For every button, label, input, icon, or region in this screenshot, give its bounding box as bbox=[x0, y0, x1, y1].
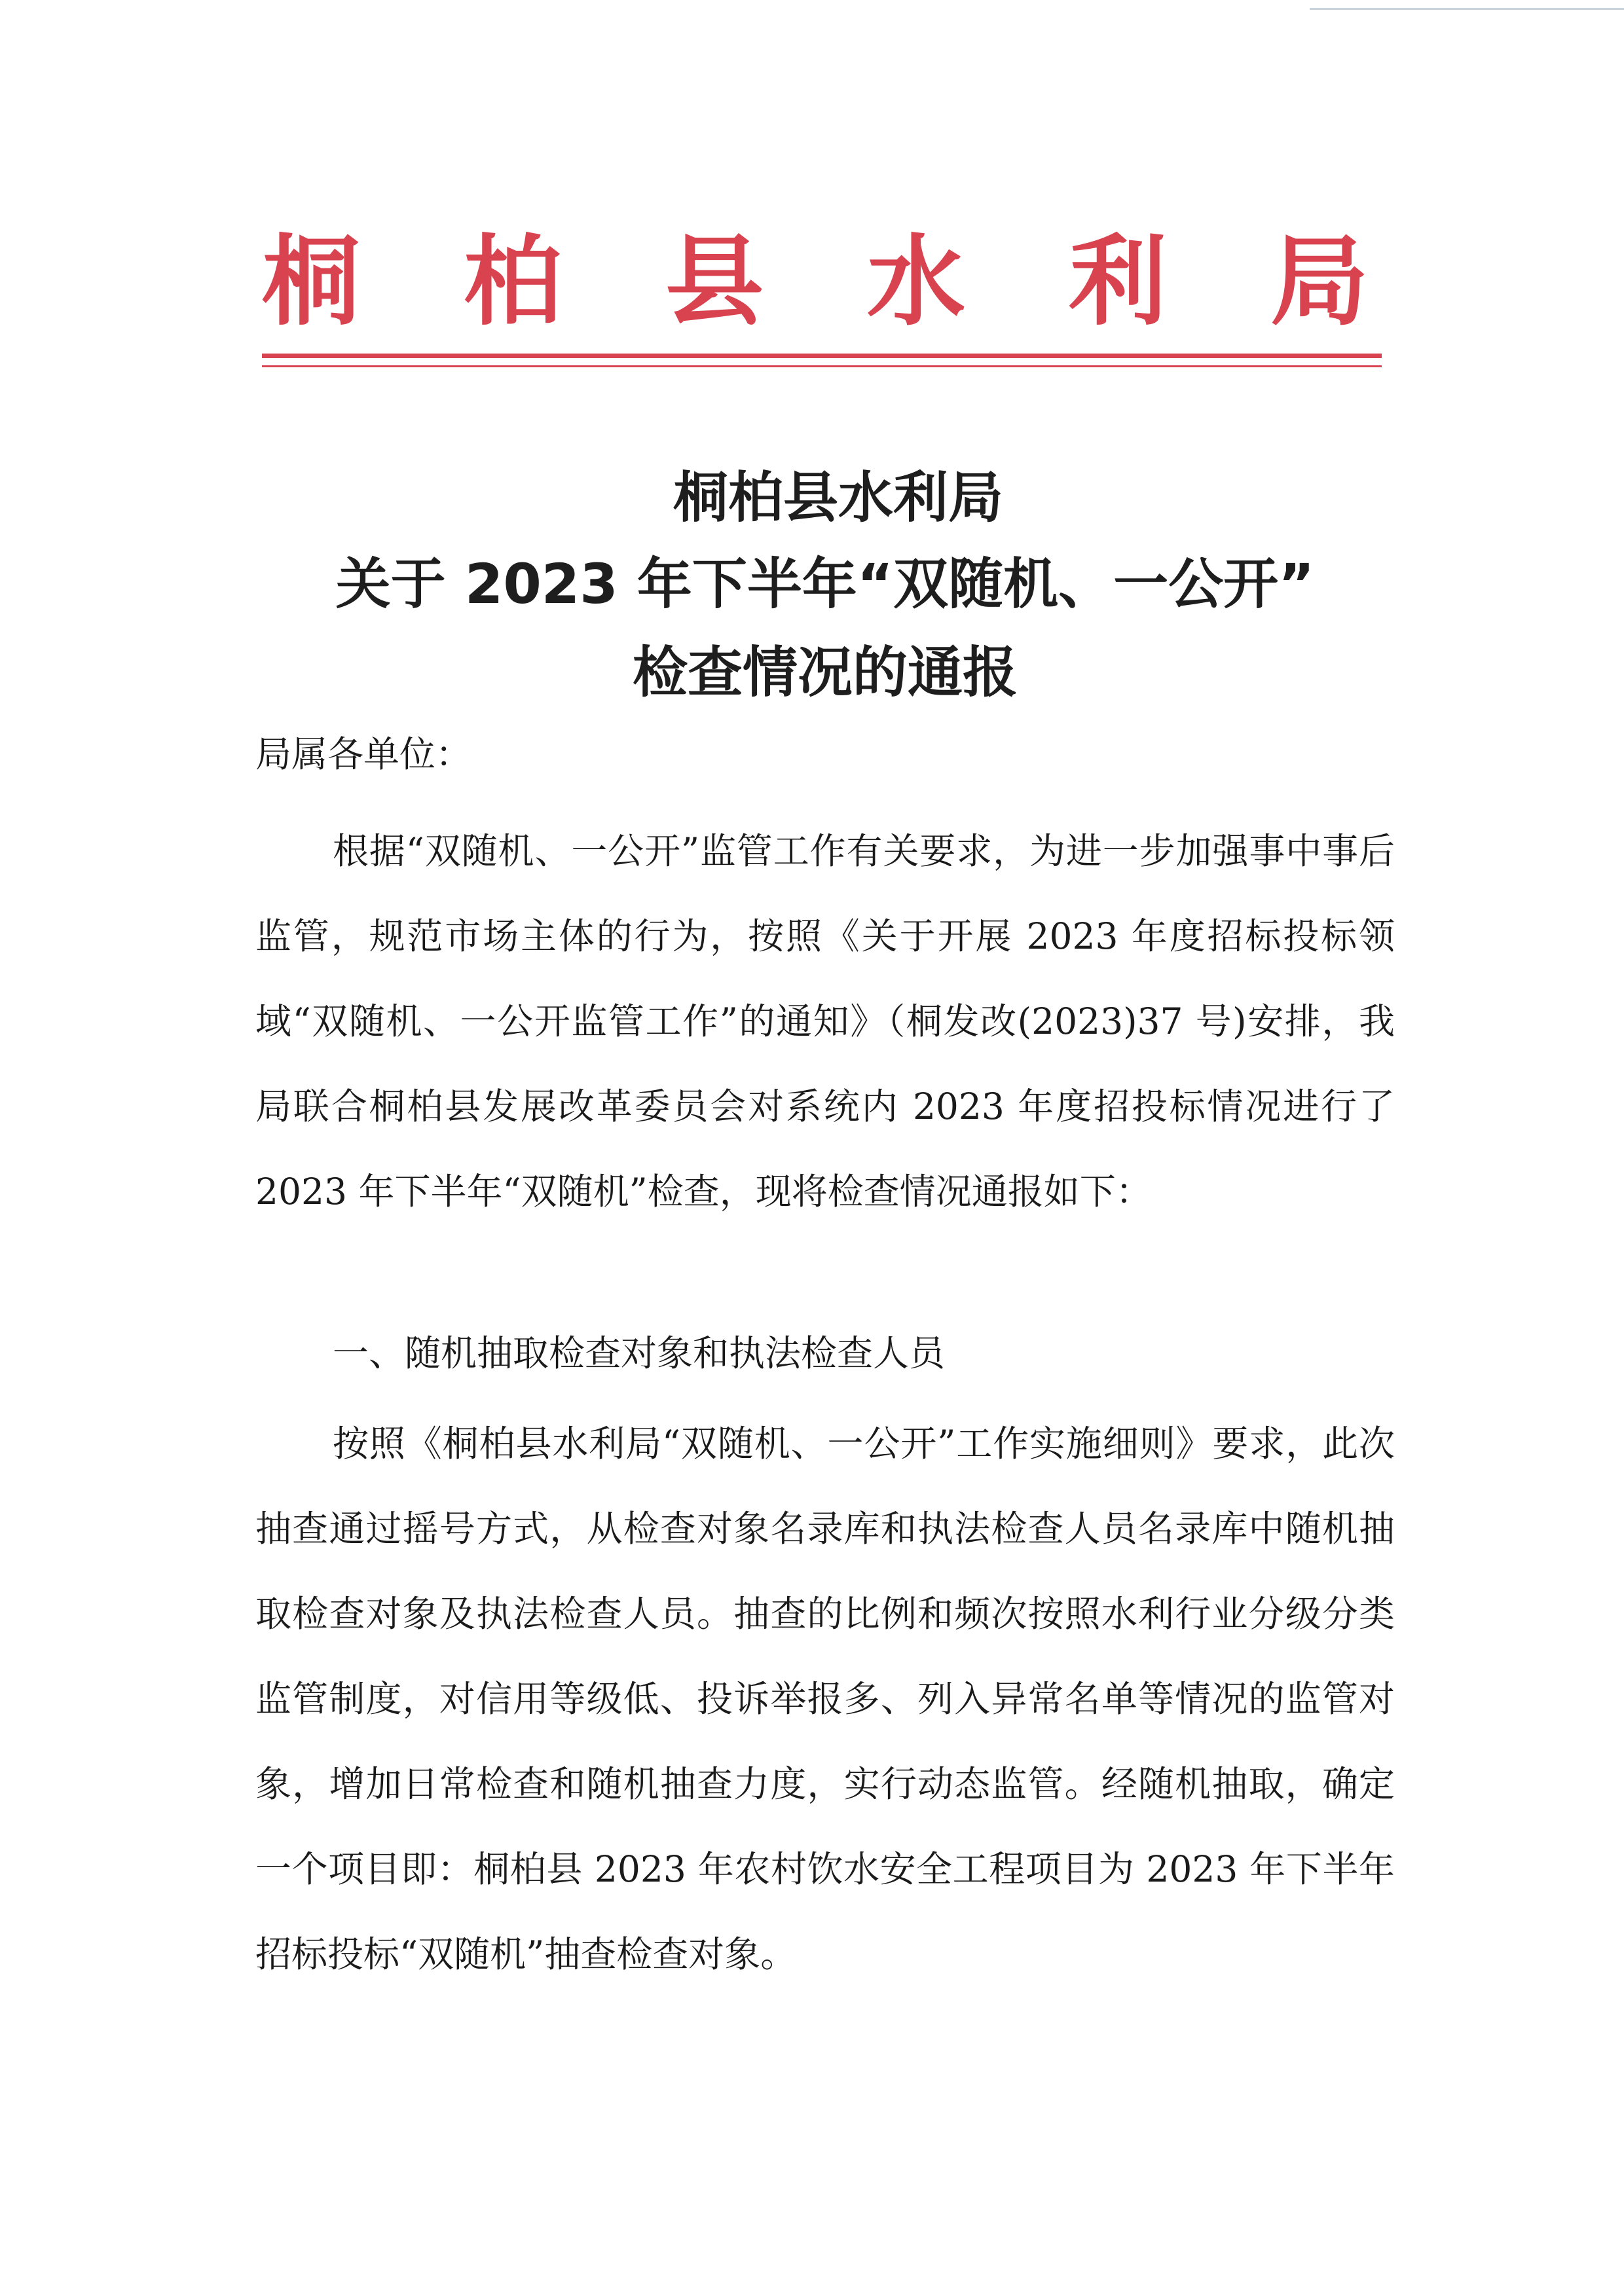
section-heading-1: 一、随机抽取检查对象和执法检查人员 bbox=[333, 1332, 946, 1374]
document-title-line1: 桐柏县水利局 bbox=[673, 465, 1003, 530]
letterhead-char: 柏 bbox=[463, 224, 562, 339]
letterhead-char: 局 bbox=[1270, 224, 1369, 339]
letterhead-char: 桐 bbox=[262, 224, 361, 339]
letterhead-rule-thin bbox=[262, 365, 1382, 367]
letterhead bbox=[262, 216, 1369, 347]
letterhead-char: 县 bbox=[665, 224, 764, 339]
document-title-line2: 关于 2023 年下半年“双随机、一公开” bbox=[335, 552, 1315, 616]
paragraph-section-1: 按照《桐柏县水利局“双随机、一公开”工作实施细则》要求，此次抽查通过摇号方式，从检查对象名录库和执法检查人员名录库中随机抽取检查对象及执法检查人员。抽查的比例和频次按照水利行业分级分类监管制度，对信用等级低、投诉举报多、列入异常名单等情况的监管对象，增加日常检查和随机抽查力度，实行动态监管。经随机抽取，确定一个项目即：桐柏县 2023 年农村饮水安全工程项目为 2023 年下半年招标投标“双随机”抽查检查对象。 bbox=[255, 1423, 1395, 1975]
paragraph-intro: 根据“双随机、一公开”监管工作有关要求，为进一步加强事中事后监管，规范市场主体的行为，按照《关于开展 2023 年度招标投标领域“双随机、一公开监管工作”的通知》（桐发改(2023)37 号)安排，我局联合桐柏县发展改革委员会对系统内 2023 年度招投标情况进行了 2023 年下半年“双随机”检查，现将检查情况通报如下： bbox=[255, 830, 1395, 1212]
document-title-line3: 检查情况的通报 bbox=[632, 640, 1018, 704]
scan-edge-line bbox=[1310, 8, 1624, 10]
letterhead-char: 利 bbox=[1068, 224, 1167, 339]
letterhead-char: 水 bbox=[866, 224, 965, 339]
salutation: 局属各单位： bbox=[255, 733, 472, 775]
letterhead-rule-thick bbox=[262, 354, 1382, 358]
